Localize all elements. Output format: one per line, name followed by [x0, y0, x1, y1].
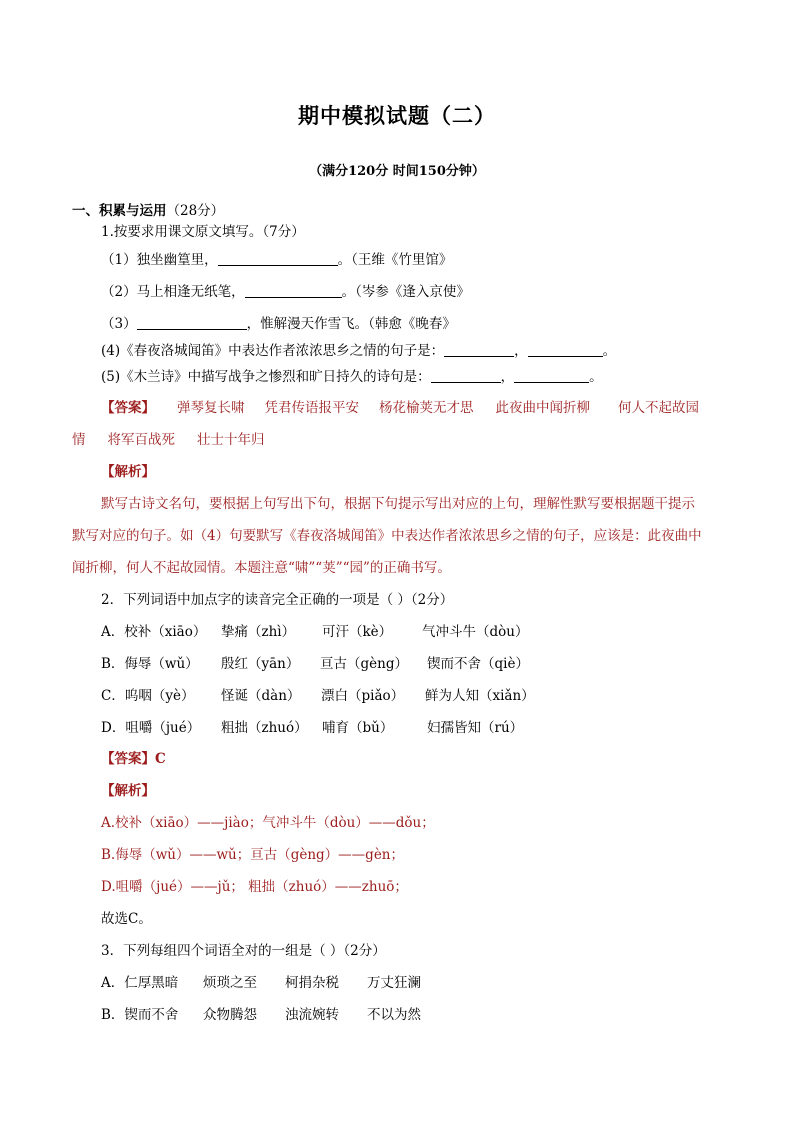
- question-3-prompt: 3．下列每组四个词语全对的一组是（ ）（2分）: [101, 943, 386, 959]
- answer-text: 弹琴复长啸: [177, 400, 245, 416]
- question-2-option-c: [101, 686, 535, 706]
- option-word: A．校补（xiāo）: [101, 624, 207, 640]
- question-1-item-4: [101, 341, 616, 361]
- question-1-item-2: [101, 282, 470, 302]
- section-heading-label: 一、积累与运用: [72, 203, 167, 219]
- item-text: ，: [500, 369, 515, 385]
- answer-blank[interactable]: [245, 283, 342, 298]
- option-word: 可汗（kè）: [322, 624, 393, 640]
- question-2-option-d: [101, 718, 523, 738]
- answer-label: 【答案】: [101, 400, 155, 416]
- analysis-line: B.侮辱（wǔ）——wǔ；亘古（gèng）——gèn；: [101, 847, 405, 863]
- answer-blank[interactable]: [514, 368, 589, 383]
- answer-text: 凭君传语报平安: [264, 400, 359, 416]
- item-text: 。（王维《竹里馆》: [337, 252, 453, 268]
- answer-text: 何人不起故园: [618, 400, 699, 416]
- question-2-answer: 【答案】C: [101, 751, 166, 767]
- option-word: 怪诞（dàn）: [221, 688, 301, 704]
- question-1-answer: [101, 398, 699, 418]
- analysis-line: D.咀嚼（jué）——jǔ； 粗拙（zhuó）——zhuō；: [101, 879, 408, 895]
- answer-blank[interactable]: [218, 251, 338, 266]
- question-2-prompt: 2．下列词语中加点字的读音完全正确的一项是（ ）（2分）: [101, 592, 454, 608]
- option-word: 不以为然: [367, 1007, 421, 1023]
- option-word: D．咀嚼（jué）: [101, 720, 201, 736]
- analysis-line: 闻折柳，何人不起故园情。本题注意“啸”“荚”“园”的正确书写。: [72, 560, 451, 576]
- question-3-option-b: [101, 1005, 421, 1025]
- analysis-line: 默写古诗文名句，要根据上句写出下句，根据下句提示写出对应的上句，理解性默写要根据题干提示: [101, 496, 695, 512]
- option-word: 哺育（bǔ）: [322, 720, 394, 736]
- section-heading: [72, 201, 224, 221]
- question-2-conclusion: 故选C。: [101, 911, 152, 927]
- option-word: B．侮辱（wǔ）: [101, 656, 199, 672]
- answer-text: 情: [72, 432, 86, 448]
- question-2-option-a: [101, 622, 528, 642]
- item-text: (4)《春夜洛城闻笛》中表达作者浓浓思乡之情的句子是：: [101, 343, 445, 359]
- option-word: 锲而不舍（qiè）: [427, 656, 529, 672]
- item-text: （2）马上相逢无纸笔，: [101, 284, 245, 300]
- option-word: 众物腾怨: [203, 1007, 257, 1023]
- item-text: (5)《木兰诗》中描写战争之惨烈和旷日持久的诗句是：: [101, 369, 431, 385]
- section-points: （28分）: [166, 203, 225, 219]
- answer-blank[interactable]: [137, 315, 247, 330]
- item-text: （3）: [101, 316, 137, 332]
- option-word: A．仁厚黑暗: [101, 975, 179, 991]
- question-1-item-1: [101, 250, 452, 270]
- item-text: ，: [514, 343, 528, 359]
- answer-blank[interactable]: [431, 368, 501, 383]
- option-word: 万丈狂澜: [367, 975, 421, 991]
- answer-text: 壮士十年归: [197, 432, 265, 448]
- option-word: 亘古（gèng）: [320, 656, 408, 672]
- option-word: 挚痛（zhì）: [221, 624, 296, 640]
- option-word: 漂白（piǎo）: [321, 688, 405, 704]
- answer-text: 杨花榆荚无才思: [379, 400, 474, 416]
- option-word: 殷红（yān）: [221, 656, 300, 672]
- option-word: 柯捐杂税: [285, 975, 339, 991]
- answer-text: 将军百战死: [107, 432, 175, 448]
- option-word: 鲜为人知（xiǎn）: [425, 688, 535, 704]
- item-text: 。: [602, 343, 617, 359]
- answer-blank[interactable]: [444, 342, 514, 357]
- page-subtitle: （满分120分 时间150分钟）: [309, 164, 485, 179]
- option-word: B．锲而不舍: [101, 1007, 179, 1023]
- question-1-answer-cont: [72, 430, 265, 450]
- answer-blank[interactable]: [528, 342, 603, 357]
- item-text: （1）独坐幽篁里，: [101, 252, 218, 268]
- question-2-analysis-label: 【解析】: [101, 783, 155, 799]
- question-1-prompt: 1.按要求用课文原文填写。（7分）: [101, 224, 305, 240]
- option-word: 浊流婉转: [285, 1007, 339, 1023]
- analysis-line: 默写对应的句子。如（4）句要默写《春夜洛城闻笛》中表达作者浓浓思乡之情的句子，应该是：此夜曲中: [72, 528, 702, 544]
- option-word: C．呜咽（yè）: [101, 688, 195, 704]
- item-text: ，惟解漫天作雪飞。（韩愈《晚春》: [246, 316, 456, 332]
- question-1-item-3: [101, 314, 456, 334]
- question-2-option-b: [101, 654, 529, 674]
- option-word: 气冲斗牛（dòu）: [422, 624, 529, 640]
- analysis-line: A.校补（xiāo）——jiào；气冲斗牛（dòu）——dǒu；: [101, 815, 435, 831]
- item-text: 。（岑参《逢入京使》: [341, 284, 470, 300]
- question-3-option-a: [101, 973, 421, 993]
- question-1-item-5: [101, 367, 603, 387]
- option-word: 粗拙（zhuó）: [221, 720, 308, 736]
- option-word: 妇孺皆知（rú）: [427, 720, 524, 736]
- question-1-analysis-label: 【解析】: [101, 464, 155, 480]
- item-text: 。: [589, 369, 603, 385]
- option-word: 烦琐之至: [203, 975, 257, 991]
- answer-text: 此夜曲中闻折柳: [495, 400, 590, 416]
- page-title: 期中模拟试题（二）: [298, 104, 496, 128]
